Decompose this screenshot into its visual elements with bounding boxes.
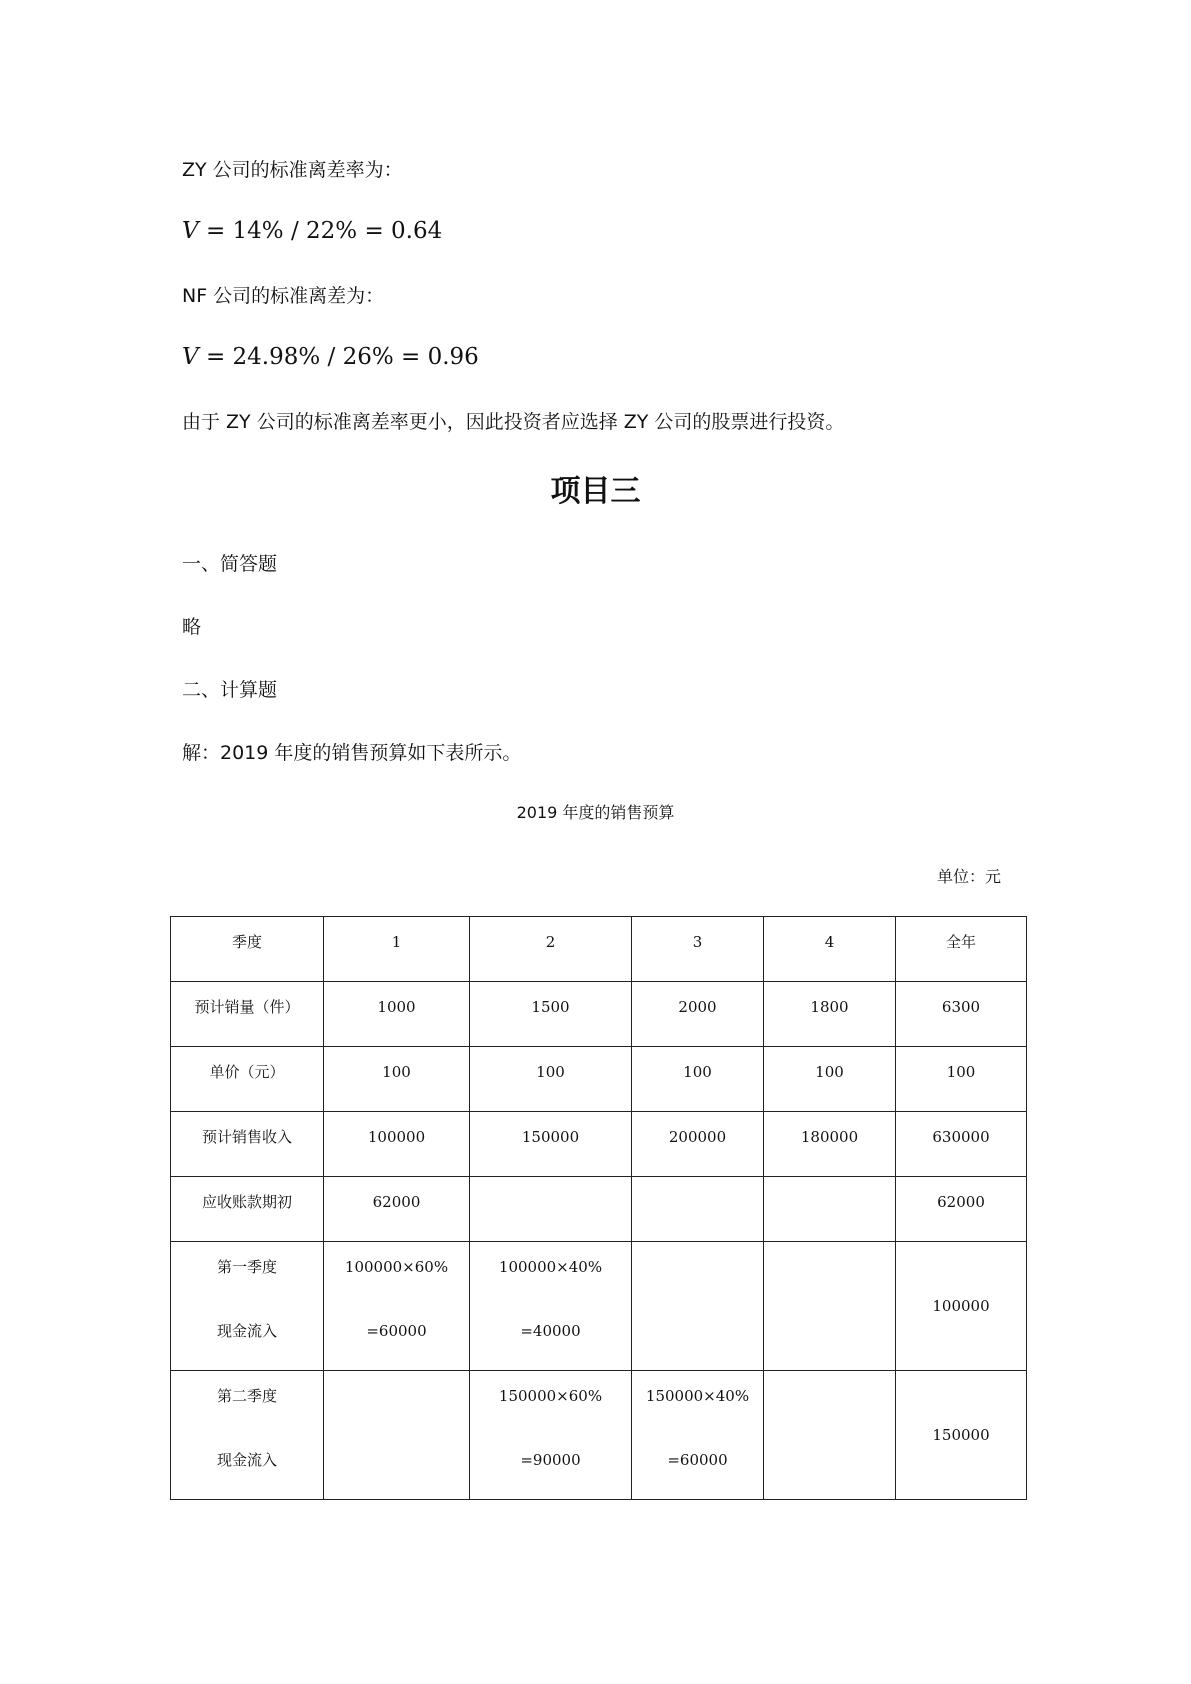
table-cell: 6300 <box>896 982 1027 1047</box>
header-cell-q1: 1 <box>324 917 470 982</box>
zy-formula-var: V <box>182 218 199 244</box>
table-cell: 200000 <box>632 1112 764 1177</box>
cell-line: 150000×40% <box>645 1387 750 1405</box>
table-cell <box>632 1177 764 1242</box>
table-cell <box>764 1177 896 1242</box>
table-cell <box>632 1371 764 1500</box>
table-cell: 100000 <box>324 1112 470 1177</box>
cell-line: =60000 <box>366 1322 427 1340</box>
nf-formula <box>182 343 479 371</box>
nf-formula-var: V <box>182 344 199 370</box>
table-cell: 62000 <box>896 1177 1027 1242</box>
header-cell-q3: 3 <box>632 917 764 982</box>
table-cell: 2000 <box>632 982 764 1047</box>
table-cell: 1800 <box>764 982 896 1047</box>
row-label-sales-revenue: 预计销售收入 <box>171 1112 324 1177</box>
nf-formula-expr: = 24.98% / 26% = 0.96 <box>205 344 479 370</box>
zy-rate-label: ZY 公司的标准离差率为： <box>182 159 403 181</box>
table-cell <box>470 1177 632 1242</box>
table-cell <box>324 1242 470 1371</box>
table-cell <box>470 1242 632 1371</box>
table-row <box>171 1242 1027 1371</box>
table-cell: 100 <box>324 1047 470 1112</box>
table-cell: 100000 <box>896 1242 1027 1371</box>
header-cell-quarter: 季度 <box>171 917 324 982</box>
table-cell: 100 <box>470 1047 632 1112</box>
table-cell: 100 <box>764 1047 896 1112</box>
table-cell <box>470 1371 632 1500</box>
header-cell-q2: 2 <box>470 917 632 982</box>
calculation-heading: 二、计算题 <box>182 679 278 701</box>
table-row <box>171 1177 1027 1242</box>
table-row <box>171 982 1027 1047</box>
cell-line: =40000 <box>520 1322 581 1340</box>
label-line: 现金流入 <box>216 1451 277 1469</box>
label-line: 第二季度 <box>216 1387 277 1405</box>
table-cell: 150000 <box>470 1112 632 1177</box>
table-cell <box>632 1242 764 1371</box>
table-cell: 630000 <box>896 1112 1027 1177</box>
table-cell <box>764 1242 896 1371</box>
cell-line: =60000 <box>667 1451 728 1469</box>
label-line: 现金流入 <box>216 1322 277 1340</box>
label-line: 第一季度 <box>216 1258 277 1276</box>
conclusion-text: 由于 ZY 公司的标准离差率更小，因此投资者应选择 ZY 公司的股票进行投资。 <box>182 411 845 433</box>
table-cell: 62000 <box>324 1177 470 1242</box>
row-label-q1-cash <box>171 1242 324 1371</box>
row-label-ar-opening: 应收账款期初 <box>171 1177 324 1242</box>
cell-line: 100000×40% <box>498 1258 603 1276</box>
header-cell-q4: 4 <box>764 917 896 982</box>
table-cell: 1500 <box>470 982 632 1047</box>
project-title: 项目三 <box>550 474 641 509</box>
row-label-unit-price: 单价（元） <box>171 1047 324 1112</box>
row-label-sales-volume: 预计销量（件） <box>171 982 324 1047</box>
table-row <box>171 1371 1027 1500</box>
sales-budget-table <box>170 916 1027 1500</box>
table-header-row <box>171 917 1027 982</box>
row-label-q2-cash <box>171 1371 324 1500</box>
cell-line: 150000×60% <box>498 1387 603 1405</box>
table-cell <box>764 1371 896 1500</box>
table-cell: 100 <box>632 1047 764 1112</box>
table-unit: 单位：元 <box>936 867 1001 886</box>
table-cell: 100 <box>896 1047 1027 1112</box>
short-answer-text: 略 <box>182 616 202 638</box>
table-cell: 180000 <box>764 1112 896 1177</box>
table-caption: 2019 年度的销售预算 <box>516 803 675 822</box>
cell-line: =90000 <box>520 1451 581 1469</box>
table-cell: 1000 <box>324 982 470 1047</box>
header-cell-year: 全年 <box>896 917 1027 982</box>
table-cell: 150000 <box>896 1371 1027 1500</box>
short-answer-heading: 一、简答题 <box>182 553 278 575</box>
cell-line: 100000×60% <box>344 1258 449 1276</box>
table-cell <box>324 1371 470 1500</box>
zy-formula-expr: = 14% / 22% = 0.64 <box>205 218 443 244</box>
table-row <box>171 1112 1027 1177</box>
calculation-intro: 解：2019 年度的销售预算如下表所示。 <box>182 742 522 764</box>
table-row <box>171 1047 1027 1112</box>
zy-formula <box>182 217 442 245</box>
nf-deviation-label: NF 公司的标准离差为： <box>182 285 385 307</box>
